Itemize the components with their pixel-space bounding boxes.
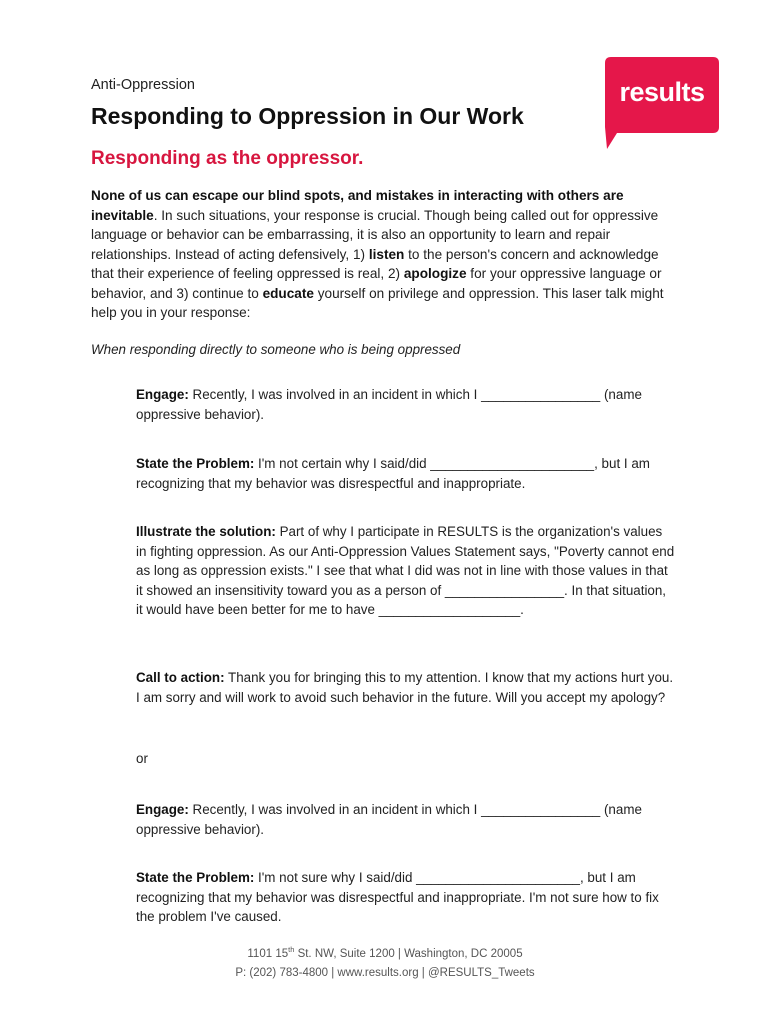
- intro-text-a: . In such situations, your response is crucial. Though being called out for oppressive language or behavior can be embarrassing, it is also an opportunity to learn and repair relationships. Instead of acting defensively, 1): [91, 207, 659, 262]
- engage-text-alt: Recently, I was involved in an incident in which I ________________ (name oppressive behavior).: [136, 802, 642, 837]
- illustrate-solution-text: Part of why I participate in RESULTS is the organization's values in fighting oppression. As our Anti-Oppression Values Statement says, "Poverty cannot end as long as oppression exists." I see that what I did was not in line with those values in that it showed an insensitivity toward you as a person of ________________. In that situation, it would have been better for me to have ___________________.: [136, 524, 675, 617]
- footer-address-sup: th: [288, 945, 295, 954]
- section-heading: Responding as the oppressor.: [91, 148, 364, 169]
- footer-address: [0, 945, 770, 960]
- intro-text-d: yourself on privilege and oppression. This laser talk might help you in your response:: [91, 285, 664, 320]
- footer-contact: P: (202) 783-4800 | www.results.org | @RESULTS_Tweets: [235, 967, 535, 979]
- document-category: Anti-Oppression: [91, 77, 195, 93]
- call-to-action-step: [136, 668, 676, 707]
- state-problem-text: I'm not certain why I said/did ______________________, but I am recognizing that my behavior was disrespectful and inappropriate.: [136, 456, 650, 491]
- page-title: Responding to Oppression in Our Work: [91, 103, 524, 129]
- engage-label-alt: Engage:: [136, 802, 189, 817]
- state-problem-step-alt: [136, 868, 676, 927]
- illustrate-solution-label: Illustrate the solution:: [136, 524, 276, 539]
- intro-paragraph: [91, 186, 671, 323]
- state-problem-label: State the Problem:: [136, 456, 255, 471]
- engage-step-alt: [136, 800, 676, 839]
- script-caption: When responding directly to someone who is being oppressed: [91, 342, 461, 357]
- engage-text: Recently, I was involved in an incident in which I ________________ (name oppressive behavior).: [136, 387, 642, 422]
- engage-label: Engage:: [136, 387, 189, 402]
- illustrate-solution-step: [136, 522, 676, 620]
- engage-step: [136, 385, 676, 424]
- intro-text-b: to the person's concern and acknowledge that their experience of feeling oppressed is real, 2): [91, 246, 659, 281]
- logo-wordmark: results: [619, 77, 705, 107]
- state-problem-step: [136, 454, 676, 493]
- call-to-action-text: Thank you for bringing this to my attention. I know that my actions hurt you. I am sorry and will work to avoid such behavior in the future. Will you accept my apology?: [136, 670, 674, 705]
- intro-text-c: for your oppressive language or behavior, and 3) continue to: [91, 266, 662, 301]
- state-problem-text-alt: I'm not sure why I said/did ______________________, but I am recognizing that my behavior was disrespectful and inappropriate. I'm not sure how to fix the problem I've caused.: [136, 870, 659, 924]
- footer-address-post: St. NW, Suite 1200 | Washington, DC 20005: [294, 947, 523, 960]
- footer-address-pre: 1101 15: [247, 947, 289, 960]
- results-logo: [605, 57, 719, 149]
- state-problem-label-alt: State the Problem:: [136, 870, 255, 885]
- intro-bold-lead: None of us can escape our blind spots, and mistakes in interacting with others are inevitable: [91, 188, 624, 223]
- or-separator: or: [136, 751, 148, 766]
- intro-apologize: apologize: [403, 266, 467, 281]
- call-to-action-label: Call to action:: [136, 670, 225, 685]
- intro-listen: listen: [368, 246, 405, 262]
- intro-educate: educate: [262, 285, 314, 301]
